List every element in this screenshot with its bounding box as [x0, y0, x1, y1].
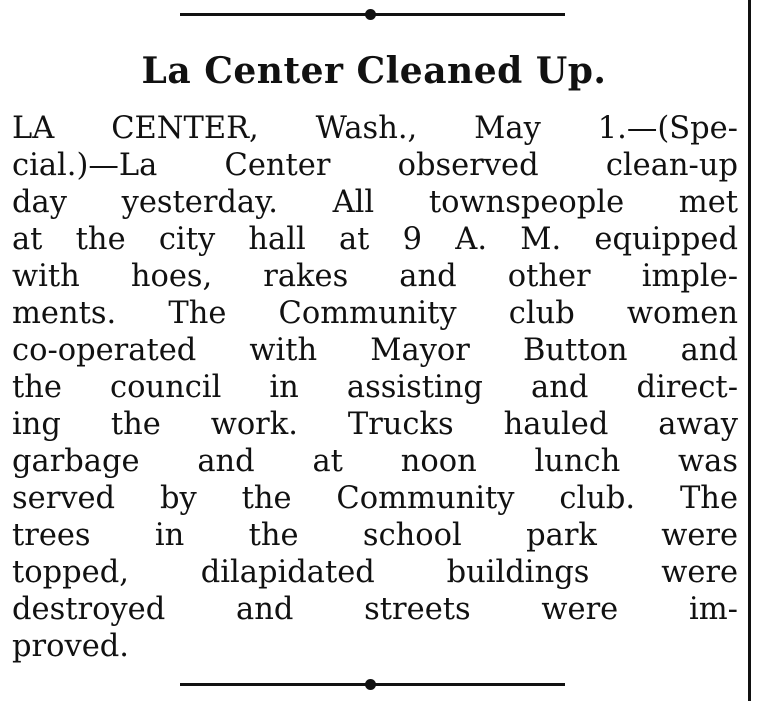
body-line: ing the work. Trucks hauled away: [12, 407, 738, 442]
top-ornamental-rule: [180, 13, 565, 16]
rule-ornament-dot: [365, 679, 376, 690]
article-body: [12, 110, 738, 665]
bottom-ornamental-rule: [180, 683, 565, 686]
body-line: served by the Community club. The: [12, 481, 738, 516]
body-line: the council in assisting and direct-: [12, 370, 738, 405]
body-line: with hoes, rakes and other imple-: [12, 259, 738, 294]
column-divider-rule: [748, 0, 751, 701]
body-line: day yesterday. All townspeople met: [12, 185, 738, 220]
body-line: at the city hall at 9 A. M. equipped: [12, 222, 738, 257]
body-line: proved.: [12, 629, 129, 664]
body-line: topped, dilapidated buildings were: [12, 555, 738, 590]
body-line: ments. The Community club women: [12, 296, 738, 331]
body-line: destroyed and streets were im-: [12, 592, 738, 627]
body-line: co-operated with Mayor Button and: [12, 333, 738, 368]
body-line: trees in the school park were: [12, 518, 738, 553]
body-line: cial.)—La Center observed clean-up: [12, 148, 738, 183]
body-line: LA CENTER, Wash., May 1.—(Spe-: [12, 111, 738, 146]
article-headline: La Center Cleaned Up.: [141, 50, 607, 92]
rule-ornament-dot: [365, 9, 376, 20]
body-line: garbage and at noon lunch was: [12, 444, 738, 479]
